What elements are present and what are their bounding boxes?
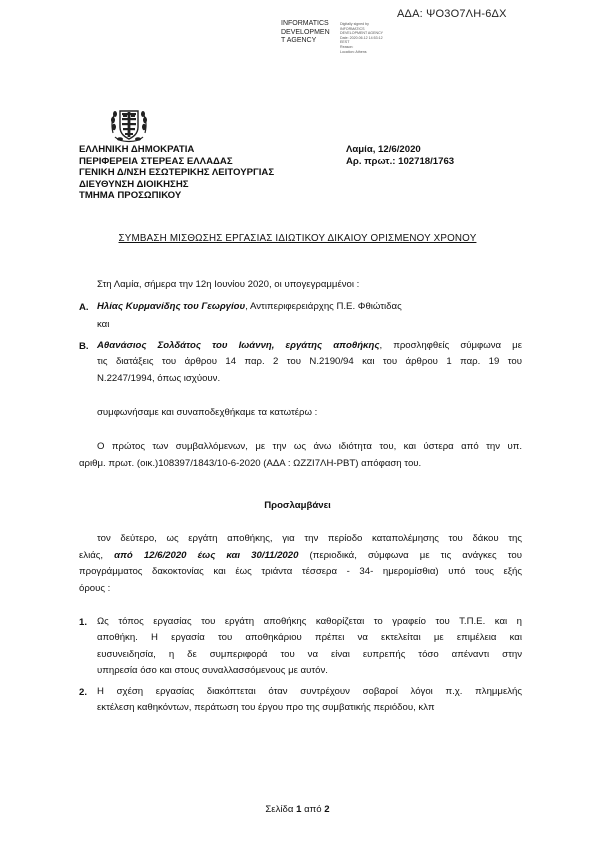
- party-a-marker: Α.: [79, 302, 89, 313]
- agreed-text: συμφωνήσαμε και συναποδεχθήκαμε τα κατωτέρω :: [97, 407, 318, 418]
- department: ΤΜΗΜΑ ΠΡΟΣΩΠΙΚΟΥ: [79, 190, 182, 202]
- term-1: Ως τόπος εργασίας του εργάτη αποθήκης καθορίζεται το γραφείο του Τ.Π.Ε. και η αποθήκη. Η εργασία του αποθηκάριου πρέπει να εκτελείται με επιμέλεια και ευσυνειδησία, η δε συμπεριφορά του να είναι ευπρεπής τόσο απέναντι στην υπηρεσία όσο και στους συναλλασσόμενους με αυτόν.: [97, 616, 522, 677]
- hire-line-1: τον δεύτερο, ως εργάτη αποθήκης, για την περίοδο καταπολέμησης του δάκου της: [97, 533, 522, 544]
- hire-period: από 12/6/2020 έως και 30/11/2020: [114, 550, 299, 561]
- ada-code: ΑΔΑ: ΨΟ3Ο7ΛΗ-6ΔΧ: [397, 8, 507, 20]
- protocol-number: Αρ. πρωτ.: 102718/1763: [346, 155, 455, 167]
- party-b: Αθανάσιος Σολδάτος του Ιωάννη, εργάτης αποθήκης, προσληφθείς σύμφωνα με τις διατάξεις του άρθρου 14 παρ. 2 του Ν.2190/94 και του άρθρου 1 παρ. 19 του Ν.2247/1994, όπως ισχύουν.: [97, 340, 522, 384]
- hire-paragraph: ελιάς, από 12/6/2020 έως και 30/11/2020 (περιοδικά, σύμφωνα με τις ανάγκες του προγράμματος δακοκτονίας και έως τριάντα τέσσερα - 34- ημερομίσθια) υπό τους εξής όρους :: [79, 550, 522, 594]
- party-b-name: Αθανάσιος Σολδάτος του Ιωάννη, εργάτης αποθήκης: [97, 340, 380, 351]
- digital-signature-stamp: [281, 20, 401, 56]
- page-number: Σελίδα 1 από 2: [265, 804, 330, 815]
- stamp-details: Digitally signed by INFORMATICS DEVELOPMENT AGENCY Date: 2020.06.12 14:53:12 EEST Reason: Location: Athens: [340, 22, 384, 54]
- region-name: ΠΕΡΙΦΕΡΕΙΑ ΣΤΕΡΕΑΣ ΕΛΛΑΔΑΣ: [79, 155, 233, 167]
- term-1-marker: 1.: [79, 617, 88, 628]
- general-directorate: ΓΕΝΙΚΗ Δ/ΝΣΗ ΕΣΩΤΕΡΙΚΗΣ ΛΕΙΤΟΥΡΓΙΑΣ: [79, 167, 275, 179]
- document-title: ΣΥΜΒΑΣΗ ΜΙΣΘΩΣΗΣ ΕΡΓΑΣΙΑΣ ΙΔΙΩΤΙΚΟΥ ΔΙΚΑΙΟΥ ΟΡΙΣΜΕΝΟΥ ΧΡΟΝΟΥ: [118, 233, 477, 244]
- party-a-role: , Αντιπεριφερειάρχης Π.Ε. Φθιώτιδας: [245, 301, 402, 312]
- term-2-marker: 2.: [79, 687, 88, 698]
- place-date: Λαμία, 12/6/2020: [346, 144, 421, 155]
- decision-reference: αριθμ. πρωτ. (οικ.)108397/1843/10-6-2020 (ΑΔΑ : ΩΖΖΙ7ΛΗ-ΡΒΤ) απόφαση του.: [79, 458, 422, 469]
- directorate: ΔΙΕΥΘΥΝΣΗ ΔΙΟΙΚΗΣΗΣ: [79, 178, 189, 190]
- issuing-authority: [79, 144, 274, 202]
- country-name: ΕΛΛΗΝΙΚΗ ΔΗΜΟΚΡΑΤΙΑ: [79, 144, 195, 155]
- term-2: Η σχέση εργασίας διακόπτεται όταν συντρέχουν σοβαροί λόγοι π.χ. πλημμελής εκτέλεση καθηκόντων, περάτωση του έργου προ της συμβατικής περιόδου, κλπ: [97, 686, 522, 714]
- coat-of-arms-icon: [107, 103, 151, 147]
- intro-text: Στη Λαμία, σήμερα την 12η Ιουνίου 2020, οι υπογεγραμμένοι :: [97, 279, 360, 290]
- stamp-signer: INFORMATICS DEVELOPMEN T AGENCY: [281, 20, 330, 45]
- party-a: [97, 299, 402, 315]
- hires-heading: Προσλαμβάνει: [264, 500, 331, 511]
- document-reference: [346, 144, 454, 167]
- party-a-name: Ηλίας Κυρμανίδης του Γεωργίου: [97, 301, 246, 312]
- and-word: και: [97, 319, 110, 330]
- first-party-paragraph: Ο πρώτος των συμβαλλόμενων, με την ως άνω ιδιότητα του, και ύστερα από την υπ.: [97, 441, 522, 452]
- party-b-marker: Β.: [79, 341, 89, 352]
